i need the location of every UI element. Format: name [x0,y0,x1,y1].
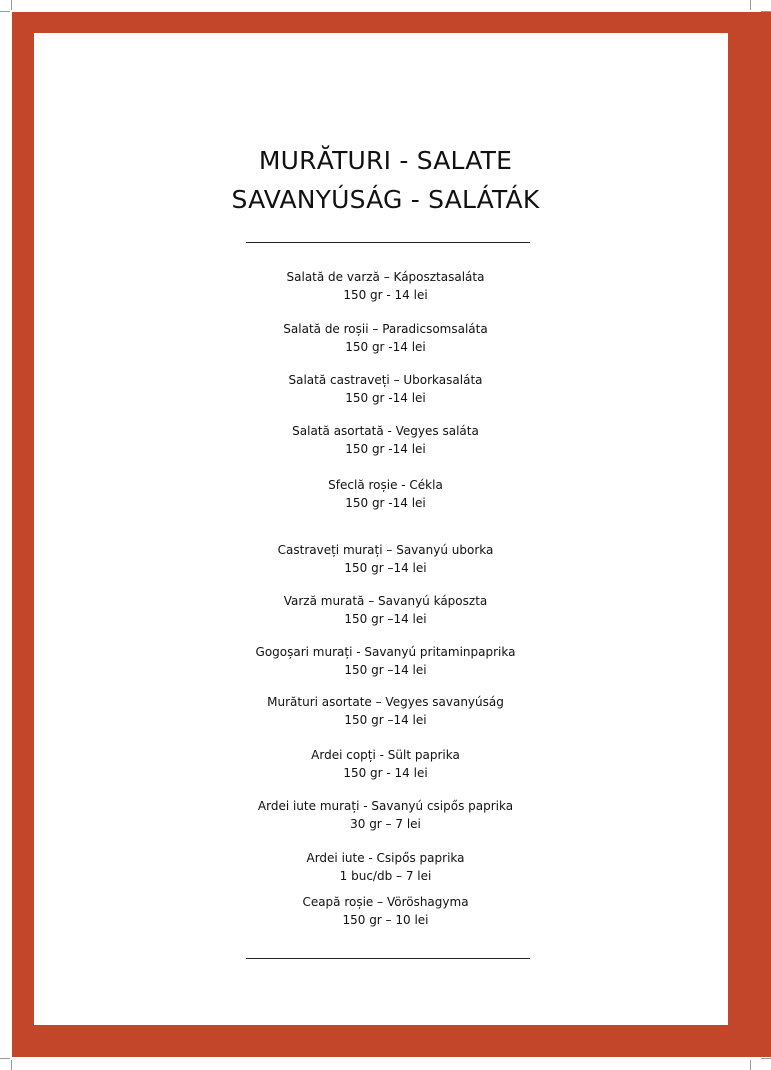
menu-item [0,320,771,356]
menu-item-name: Varză murată – Savanyú káposzta [283,594,488,608]
menu-item [0,371,771,407]
menu-item-name: Salată castraveți – Uborkasaláta [288,373,483,387]
crop-mark-top-left-h [0,11,10,12]
menu-item-name: Ceapă roșie – Vöröshagyma [302,895,469,909]
menu-item-price: 150 gr -14 lei [345,442,426,456]
menu-item [0,849,771,885]
menu-item-price: 150 gr -14 lei [345,496,426,510]
bottom-divider [246,958,530,959]
menu-item-name: Ardei iute murați - Savanyú csipős paprika [257,799,514,813]
menu-item-price: 150 gr -14 lei [345,391,426,405]
menu-item [0,693,771,729]
menu-item-price: 150 gr - 14 lei [343,288,428,302]
menu-item-name: Sfeclă roșie - Cékla [328,478,443,492]
menu-item-name: Castraveți murați – Savanyú uborka [277,543,494,557]
menu-item [0,422,771,458]
page-title-hungarian: SAVANYÚSÁG - SALÁTÁK [231,185,540,214]
crop-mark-bottom-left-v [11,1060,12,1070]
menu-item [0,541,771,577]
crop-mark-top-right-v [750,0,751,10]
menu-item-name: Murături asortate – Vegyes savanyúság [267,695,504,709]
menu-item [0,746,771,782]
menu-item-name: Gogoșari murați - Savanyú pritaminpaprika [255,645,516,659]
menu-item-price: 1 buc/db – 7 lei [339,869,432,883]
menu-item-price: 150 gr - 14 lei [343,766,428,780]
crop-mark-bottom-right-v [750,1060,751,1070]
menu-item-name: Ardei copți - Sült paprika [311,748,460,762]
menu-item-price: 150 gr – 10 lei [342,913,429,927]
menu-item [0,893,771,929]
menu-item-price: 150 gr –14 lei [344,713,427,727]
menu-item [0,476,771,512]
page-title-romanian: MURĂTURI - SALATE [258,146,513,175]
menu-item-name: Salată de roșii – Paradicsomsaláta [283,322,488,336]
crop-mark-top-right-h [761,11,771,12]
menu-item [0,592,771,628]
menu-item-name: Salată de varză – Káposztasaláta [286,270,485,284]
menu-item-price: 150 gr -14 lei [345,340,426,354]
menu-item-name: Ardei iute - Csipős paprika [306,851,465,865]
crop-mark-top-left-v [11,0,12,10]
top-divider [246,242,530,243]
menu-item-price: 150 gr –14 lei [344,561,427,575]
crop-mark-bottom-right-h [761,1058,771,1059]
menu-item [0,797,771,833]
menu-item-price: 30 gr – 7 lei [350,817,421,831]
menu-item-price: 150 gr –14 lei [344,663,427,677]
menu-item-name: Salată asortată - Vegyes saláta [292,424,479,438]
menu-item [0,643,771,679]
menu-item-price: 150 gr –14 lei [344,612,427,626]
crop-mark-bottom-left-h [0,1058,10,1059]
menu-item [0,268,771,304]
